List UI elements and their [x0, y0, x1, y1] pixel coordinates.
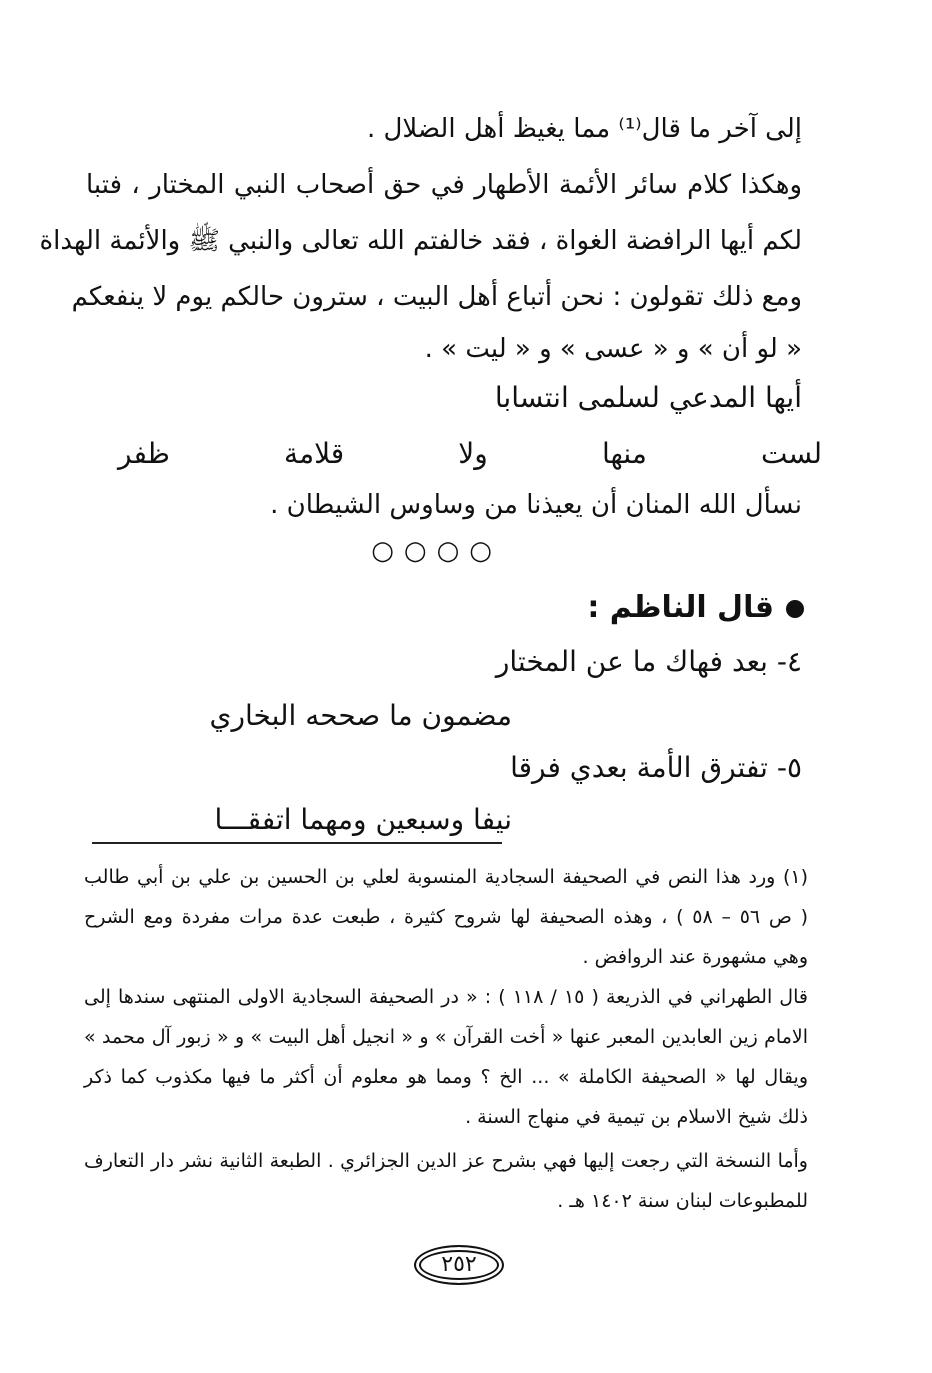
section-separator: ○○○○ [371, 536, 502, 566]
footnote-line-6: ويقال لها « الصحيفة الكاملة » ... الخ ؟ ومما هو معلوم أن أكثر ما فيها مكذوب كما ذكر [84, 1066, 808, 1088]
page-number: ٢٥٢ [414, 1245, 504, 1285]
footnote-line-9: للمطبوعات لبنان سنة ١٤٠٢ هـ . [557, 1190, 808, 1212]
footnote-line-7: ذلك شيخ الاسلام بن تيمية في منهاج السنة . [465, 1106, 808, 1128]
verse-5-first-hemistich: ٥- تفترق الأمة بعدي فرقا [510, 751, 802, 784]
body-line-3: لكم أيها الرافضة الغواة ، فقد خالفتم الله تعالى والنبي ﷺ والأئمة الهداة [39, 226, 802, 256]
bullet-icon [786, 600, 804, 618]
verse-1-second-hemistich: لست منها ولا قلامة ظفر [118, 437, 822, 470]
footnote-line-8: وأما النسخة التي رجعت إليها فهي بشرح عز الدين الجزائري . الطبعة الثانية نشر دار التعارف [84, 1150, 808, 1172]
verse-4-second-hemistich: مضمون ما صححه البخاري [209, 699, 512, 732]
footnote-line-2: ( ص ٥٦ – ٥٨ ) ، وهذه الصحيفة لها شروح كثيرة ، طبعت عدة مرات مفردة ومع الشرح [84, 906, 808, 928]
body-line-5: « لو أن » و « عسى » و « ليت » . [424, 334, 802, 364]
verse-4-first-hemistich: ٤- بعد فهاك ما عن المختار [495, 645, 802, 678]
verse-1-first-hemistich: أيها المدعي لسلمى انتسابا [494, 381, 802, 414]
verse-5-second-hemistich: نيفا وسبعين ومهما اتفقـــا [214, 803, 512, 836]
footnote-line-1: (١) ورد هذا النص في الصحيفة السجادية المنسوبة لعلي بن الحسين بن علي بن أبي طالب [84, 866, 808, 888]
closing-prayer: نسأل الله المنان أن يعيذنا من وساوس الشيطان . [270, 490, 802, 520]
body-line-2: وهكذا كلام سائر الأئمة الأطهار في حق أصحاب النبي المختار ، فتبا [86, 170, 802, 200]
body-line-4: ومع ذلك تقولون : نحن أتباع أهل البيت ، سترون حالكم يوم لا ينفعكم [71, 282, 802, 312]
body-line-1: إلى آخر ما قال⁽¹⁾ مما يغيظ أهل الضلال . [366, 114, 802, 144]
footnote-line-3: وهي مشهورة عند الروافض . [582, 946, 808, 968]
footnote-line-4: قال الطهراني في الذريعة ( ١٥ / ١١٨ ) : « در الصحيفة السجادية الاولى المنتهى سندها إلى [84, 986, 808, 1008]
footnote-line-5: الامام زين العابدين المعبر عنها « أخت القرآن » و « انجيل أهل البيت » و « زبور آل محمد » [84, 1026, 808, 1048]
footnote-divider [92, 842, 502, 844]
heading-text: قال الناظم : [587, 590, 774, 625]
section-heading [587, 590, 804, 625]
